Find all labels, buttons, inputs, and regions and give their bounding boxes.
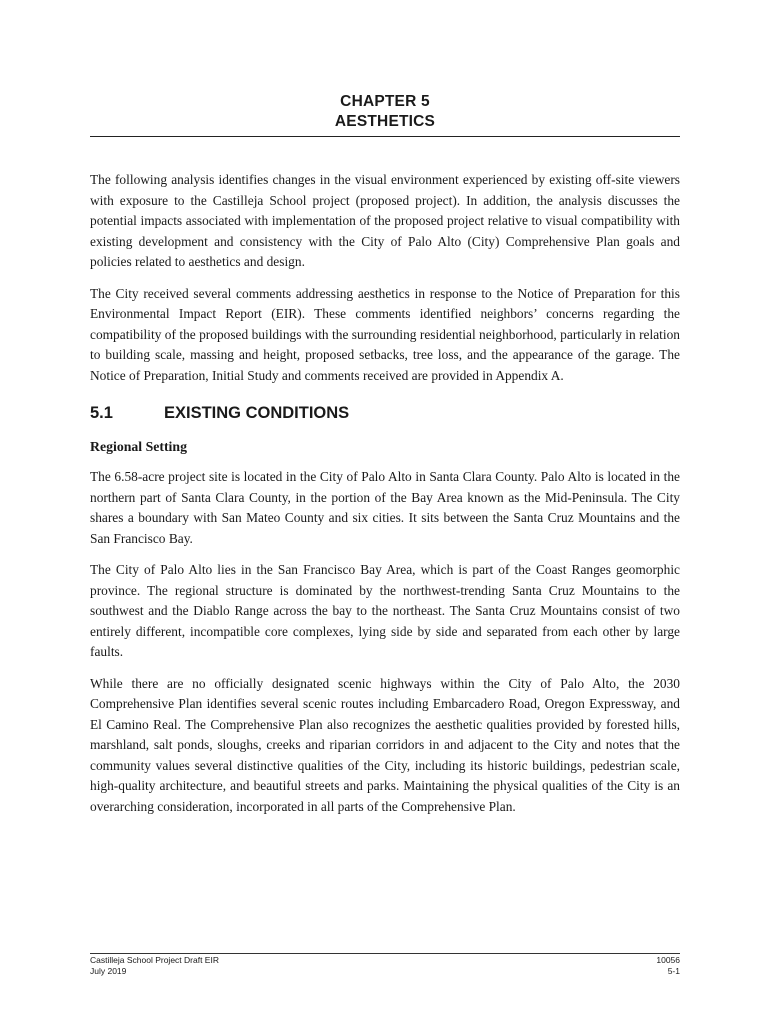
section-title: EXISTING CONDITIONS [164,404,350,422]
footer-page-number: 5-1 [667,966,680,976]
intro-paragraph-1: The following analysis identifies changes in the visual environment experienced by existing off-site viewers with exposure to the Castilleja School project (proposed project). In addition, the analysis discusses the potential impacts associated with implementation of the proposed project relative to visual compatibility with existing development and consistency with the City of Palo Alto (City) Comprehensive Plan goals and policies related to aesthetics and design. [90,172,680,269]
document-body [90,170,680,828]
intro-paragraph-2: The City received several comments addressing aesthetics in response to the Notice of Preparation for this Environmental Impact Report (EIR). These comments identified neighbors’ concerns regarding the compatibility of the proposed buildings with the surrounding residential neighborhood, particularly in relation to building scale, massing and height, proposed setbacks, tree loss, and the appearance of the garage. The Notice of Preparation, Initial Study and comments received are provided in Appendix A. [90,285,680,383]
chapter-header [90,92,680,132]
page-footer [90,953,680,977]
section-heading [90,404,680,423]
section-number: 5.1 [90,404,113,422]
section-paragraph-1: The 6.58-acre project site is located in the City of Palo Alto in Santa Clara County. Palo Alto is located in the northern part of Santa Clara County, in the portion of the Bay Area known as the Mid-Peninsula. The City shares a boundary with San Mateo County and six cities. It sits between the Santa Cruz Mountains and the San Francisco Bay. [90,469,680,546]
header-rule [90,136,680,137]
chapter-number: CHAPTER 5 [340,93,430,110]
section-paragraph-3: While there are no officially designated scenic highways within the City of Palo Alto, the 2030 Comprehensive Plan identifies several scenic routes including Embarcadero Road, Oregon Expressway, and El Camino Real. The Comprehensive Plan also recognizes the aesthetic qualities provided by forested hills, marshland, salt ponds, sloughs, creeks and riparian corridors in and adjacent to the City and notes that the community values several distinctive qualities of the City, including its historic buildings, pedestrian scale, high-quality architecture, and beautiful streets and parks. Maintaining the physical qualities of the City is an overarching consideration, incorporated in all parts of the Comprehensive Plan. [90,675,680,814]
subheading-regional-setting: Regional Setting [90,439,187,454]
section-paragraph-2: The City of Palo Alto lies in the San Francisco Bay Area, which is part of the Coast Ranges geomorphic province. The regional structure is dominated by the northwest-trending Santa Cruz Mountains to the southwest and the Diablo Range across the bay to the northeast. The Santa Cruz Mountains consist of two entirely different, incompatible core complexes, lying side by side and separated from each other by large faults. [90,562,680,659]
chapter-title: AESTHETICS [334,113,436,130]
footer-document-title: Castilleja School Project Draft EIR [90,955,219,965]
footer-project-number: 10056 [656,955,680,965]
footer-date: July 2019 [90,966,127,976]
